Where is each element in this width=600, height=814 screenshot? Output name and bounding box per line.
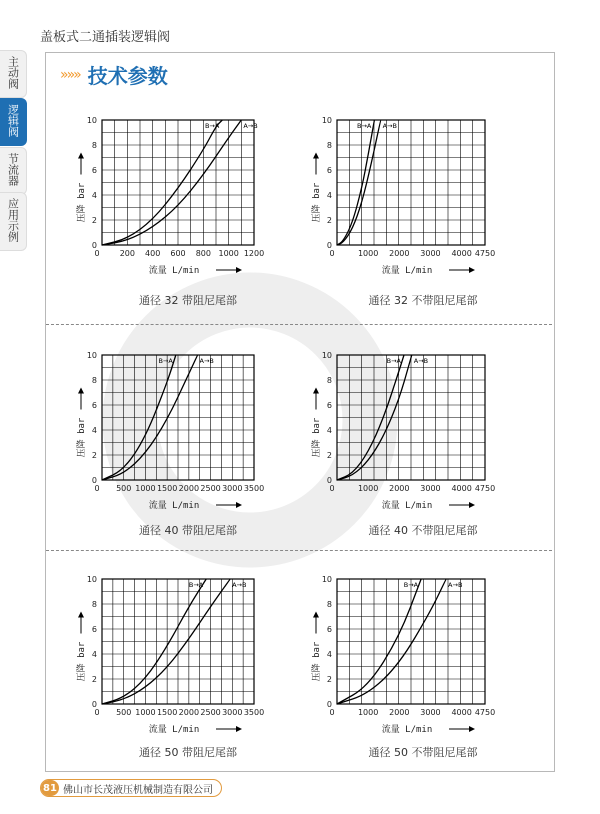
x-tick-label: 2000 [389,484,410,493]
series-label: B→A [188,581,204,589]
x-tick-label: 1000 [135,484,156,493]
x-axis-label: 流量 L/min [381,501,433,511]
chart-svg [68,341,308,541]
section-title [60,60,168,89]
x-axis-arrowhead-icon [236,502,242,508]
x-tick-label: 3000 [222,484,243,493]
x-tick-label: 2000 [178,484,200,493]
y-tick-label: 8 [326,141,332,150]
x-tick-label: 1500 [156,484,178,493]
y-tick-label: 10 [86,575,97,584]
y-tick-label: 2 [326,216,332,225]
y-tick-label: 8 [91,376,97,385]
y-tick-label: 6 [91,166,97,175]
x-axis-arrowhead-icon [469,267,475,273]
y-tick-label: 0 [91,700,97,709]
x-tick-label: 1200 [243,249,265,258]
x-tick-label: 2000 [178,708,200,717]
y-axis-arrowhead-icon [78,153,84,159]
x-tick-label: 0 [329,484,335,493]
series-label: B→A [204,122,220,130]
x-tick-label: 4750 [474,708,496,717]
x-axis-arrowhead-icon [469,502,475,508]
y-tick-label: 0 [326,700,332,709]
page-header-title: 盖板式二通插装逻辑阀 [40,30,171,45]
chart-dn40-undamped [303,341,543,541]
chart-dn50-damped [68,565,308,765]
chart-caption: 通径 32 带阻尼尾部 [139,294,237,307]
series-label: A→B [199,357,214,365]
chart-svg [303,106,543,306]
y-tick-label: 4 [91,650,97,659]
y-axis-label: 压降 bar [77,182,87,223]
x-tick-label: 0 [94,484,100,493]
y-tick-label: 10 [321,575,332,584]
y-axis-arrowhead-icon [313,388,319,394]
side-tab-label: 应用示例 [6,198,20,242]
x-tick-label: 3000 [420,484,441,493]
x-tick-label: 4750 [474,484,496,493]
x-tick-label: 400 [145,249,161,258]
y-tick-label: 4 [91,191,97,200]
x-tick-label: 2500 [200,484,221,493]
side-tab-throttle[interactable] [0,147,27,195]
chart-caption: 通径 50 带阻尼尾部 [139,746,237,759]
x-tick-label: 4000 [451,484,472,493]
y-tick-label: 6 [326,166,332,175]
y-tick-label: 4 [326,650,332,659]
y-tick-label: 8 [91,600,97,609]
x-tick-label: 3000 [420,249,441,258]
y-tick-label: 4 [326,191,332,200]
x-tick-label: 1000 [218,249,239,258]
x-tick-label: 3500 [243,484,265,493]
company-name: 佛山市长茂液压机械制造有限公司 [63,784,213,796]
chart-caption: 通径 40 带阻尼尾部 [139,524,237,537]
x-tick-label: 0 [329,708,335,717]
x-tick-label: 4750 [474,249,496,258]
x-tick-label: 1000 [357,249,379,258]
x-tick-label: 1000 [357,708,379,717]
chart-dn40-damped [68,341,308,541]
y-tick-label: 2 [326,451,332,460]
chart-svg [303,341,543,541]
y-tick-label: 6 [326,625,332,634]
y-tick-label: 4 [326,426,332,435]
series-label: B→A [357,122,372,130]
series-label: B→A [403,581,419,589]
series-label: A→B [448,581,463,589]
x-axis-label: 流量 L/min [148,501,200,511]
y-tick-label: 8 [326,600,332,609]
x-tick-label: 3000 [222,708,243,717]
y-tick-label: 0 [91,241,97,250]
x-tick-label: 4000 [451,708,472,717]
chart-caption: 通径 50 不带阻尼尾部 [368,746,478,759]
x-tick-label: 3000 [420,708,441,717]
side-tab-label: 逻辑阀 [6,104,20,137]
side-tab-label: 节流器 [6,153,20,186]
chart-dn50-undamped [303,565,543,765]
chart-svg [68,565,308,765]
y-tick-label: 10 [86,116,97,125]
side-tab-label: 主动阀 [6,56,20,89]
y-tick-label: 8 [91,141,97,150]
x-axis-label: 流量 L/min [381,266,433,276]
chart-caption: 通径 40 不带阻尼尾部 [368,524,478,537]
y-tick-label: 8 [326,376,332,385]
y-axis-arrowhead-icon [313,153,319,159]
chart-svg [68,106,308,306]
series-label: A→B [243,122,258,130]
series-label: A→B [232,581,247,589]
x-axis-arrowhead-icon [236,726,242,732]
y-axis-label: 压降 bar [312,417,322,458]
x-tick-label: 600 [170,249,186,258]
x-tick-label: 800 [195,249,211,258]
y-tick-label: 0 [326,241,332,250]
chart-svg [303,565,543,765]
x-tick-label: 1500 [156,708,178,717]
x-axis-arrowhead-icon [236,267,242,273]
y-tick-label: 4 [91,426,97,435]
series-label: B→A [158,357,173,365]
y-tick-label: 0 [326,476,332,485]
x-tick-label: 500 [116,708,132,717]
y-tick-label: 6 [91,401,97,410]
y-tick-label: 2 [91,675,97,684]
x-tick-label: 1000 [357,484,379,493]
x-axis-label: 流量 L/min [381,725,433,735]
row-divider [46,550,552,551]
chart-dn32-damped [68,106,308,306]
y-tick-label: 6 [326,401,332,410]
x-axis-arrowhead-icon [469,726,475,732]
x-tick-label: 1000 [135,708,156,717]
x-tick-label: 2000 [389,708,410,717]
series-label: A→B [413,357,429,365]
chart-dn32-undamped [303,106,543,306]
series-label: A→B [382,122,397,130]
side-tab-main-valve[interactable] [0,50,27,98]
section-title-text: 技术参数 [87,64,168,88]
x-tick-label: 2000 [389,249,410,258]
page-footer [40,779,222,797]
y-axis-label: 压降 bar [77,417,87,458]
y-axis-label: 压降 bar [77,641,87,682]
x-tick-label: 3500 [243,708,265,717]
y-tick-label: 2 [91,451,97,460]
double-arrow-icon: »»» [60,66,80,83]
x-tick-label: 500 [116,484,132,493]
y-tick-label: 6 [91,625,97,634]
y-axis-label: 压降 bar [312,182,322,223]
page-number: 81 [41,780,59,796]
y-tick-label: 10 [321,351,332,360]
y-tick-label: 2 [91,216,97,225]
x-axis-label: 流量 L/min [148,266,200,276]
row-divider [46,324,552,325]
x-tick-label: 0 [94,708,100,717]
x-tick-label: 4000 [451,249,472,258]
x-tick-label: 200 [119,249,135,258]
x-tick-label: 0 [329,249,335,258]
x-tick-label: 2500 [200,708,221,717]
y-tick-label: 2 [326,675,332,684]
side-tab-logic-valve[interactable] [0,98,27,146]
y-tick-label: 0 [91,476,97,485]
y-axis-arrowhead-icon [78,388,84,394]
x-axis-label: 流量 L/min [148,725,200,735]
y-axis-arrowhead-icon [78,612,84,618]
series-label: B→A [386,357,401,365]
y-axis-arrowhead-icon [313,612,319,618]
x-tick-label: 0 [94,249,100,258]
y-axis-label: 压降 bar [312,641,322,682]
chart-caption: 通径 32 不带阻尼尾部 [368,294,478,307]
y-tick-label: 10 [86,351,97,360]
y-tick-label: 10 [321,116,332,125]
side-tab-application[interactable] [0,192,27,251]
